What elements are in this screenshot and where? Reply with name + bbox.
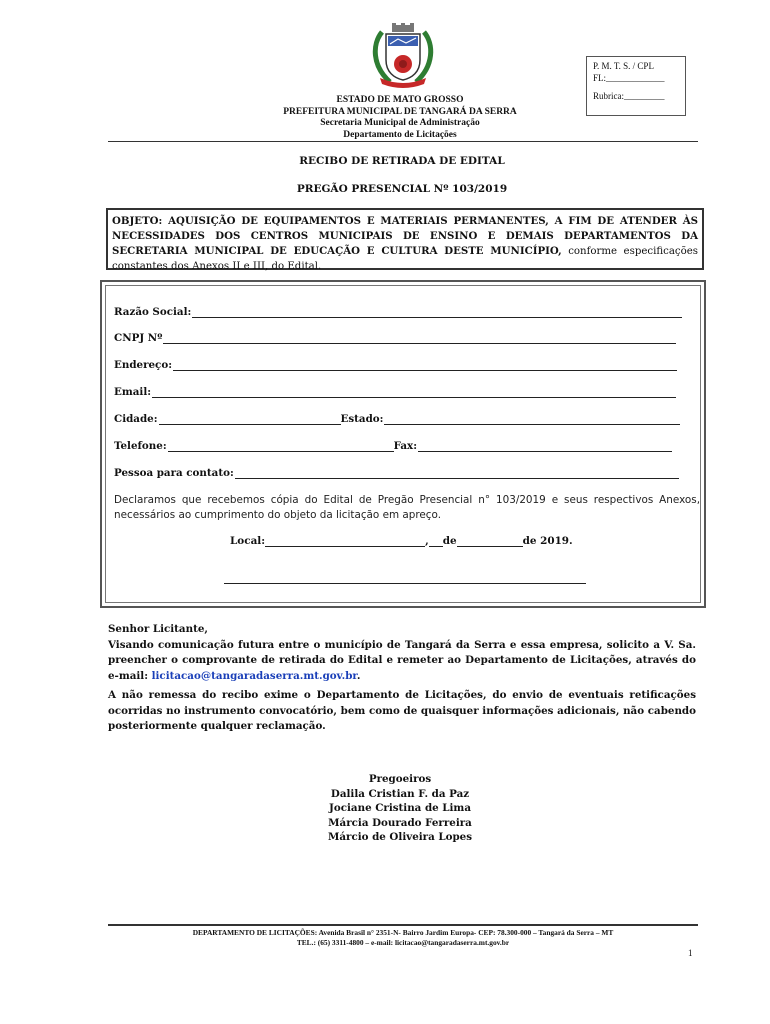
fax-label: Fax: [393,440,417,452]
cnpj-field[interactable] [163,333,676,344]
pessoa-contato-label: Pessoa para contato: [114,467,234,479]
pregoeiros-title: Pregoeiros [368,773,432,785]
header-secretaria: Secretaria Municipal de Administração [320,118,480,128]
header-prefeitura: PREFEITURA MUNICIPAL DE TANGARÁ DA SERRA [283,106,517,117]
footer-divider [108,924,698,926]
email-field[interactable] [152,387,676,398]
notice-paragraph-2: A não remessa do recibo exime o Departamento de Licitações, do envio de eventuais retificações ocorridas no instrumento convocatório, bem como de quaisquer informações adicionais, não cabendo posteriormente qualquer reclamação. [108,689,696,732]
razao-social-row [114,306,682,318]
stamp-rubrica: Rubrica:_________ [593,91,665,101]
pregoeiros-block [250,772,550,845]
header-state: ESTADO DE MATO GROSSO [336,95,464,105]
pregoeiro-name: Márcia Dourado Ferreira [328,816,472,829]
local-de-1: de [442,535,457,547]
cidade-field[interactable] [159,414,341,425]
notice-body-wrapper [108,638,696,685]
document-header [200,95,600,141]
pregoeiro-name: Dalila Cristian F. da Paz [330,787,470,800]
footer-address: DEPARTAMENTO DE LICITAÇÕES: Avenida Brasil n° 2351-N- Bairro Jardim Europa- CEP: 78.300-000 – Tangará da Serra – MT [192,928,614,937]
endereco-field[interactable] [173,360,677,371]
footer-contact: TEL.: (65) 3311-4800 – e-mail: licitacao@tangaradaserra.mt.gov.br [296,938,510,947]
objeto-box [106,208,704,270]
telefone-label: Telefone: [114,440,167,452]
pessoa-contato-field[interactable] [235,468,679,479]
month-field[interactable] [457,536,523,547]
signature-line[interactable] [224,583,586,584]
form-box [100,280,706,608]
municipal-crest-icon [368,22,438,88]
notice-end: . [356,669,361,682]
protocol-stamp-box [586,56,686,116]
notice-paragraph [108,622,696,684]
cidade-estado-row [114,413,680,425]
page-number: 1 [688,948,693,958]
stamp-pmts: P. M. T. S. / CPL [593,61,654,71]
email-label: Email: [114,386,152,398]
footer [108,928,698,948]
document-subtitle: PREGÃO PRESENCIAL Nº 103/2019 [296,183,508,195]
cnpj-label: CNPJ Nº [114,332,163,344]
estado-label: Estado: [340,413,384,425]
pregoeiro-name: Márcio de Oliveira Lopes [327,831,473,843]
notice-email-link[interactable]: licitacao@tangaradaserra.mt.gov.br [151,669,357,682]
pessoa-contato-row [114,467,679,479]
telefone-field[interactable] [168,441,394,452]
telefone-fax-row [114,440,672,452]
day-field[interactable] [429,536,443,547]
header-divider [108,141,698,142]
endereco-label: Endereço: [114,359,173,371]
declaration-text: Declaramos que recebemos cópia do Edital de Pregão Presencial n° 103/2019 e seus respectivos Anexos, necessários ao cumprimento do objeto da licitação em apreço. [114,494,700,521]
cidade-label: Cidade: [114,413,158,425]
email-row [114,386,676,398]
notice-body: Visando comunicação futura entre o município de Tangará da Serra e essa empresa, solicito a V. Sa. preencher o comprovante de retirada do Edital e remeter ao Departamento de Licitações, através do e-mail: [108,638,696,682]
cnpj-row [114,332,676,344]
notice-greeting: Senhor Licitante, [108,623,208,635]
stamp-fl: FL:_____________ [593,73,665,83]
local-de-2: de 2019. [522,535,573,547]
pregoeiro-name: Jociane Cristina de Lima [328,802,471,814]
local-separator: , [425,535,429,547]
header-departamento: Departamento de Licitações [343,129,457,140]
local-field[interactable] [265,536,425,547]
document-title: RECIBO DE RETIRADA DE EDITAL [299,155,505,167]
local-date-row [230,535,573,547]
fax-field[interactable] [418,441,672,452]
objeto-normal-text: conforme especificações constantes dos Anexos II e III, do Edital. [112,246,699,272]
razao-social-field[interactable] [192,307,682,318]
objeto-bold-text: OBJETO: AQUISIÇÃO DE EQUIPAMENTOS E MATERIAIS PERMANENTES, A FIM DE ATENDER ÀS NECESSIDADES DOS CENTROS MUNICIPAIS DE ENSINO E DEMAIS DEPARTAMENTOS DA SECRETARIA MUNICIPAL DE EDUCAÇÃO E CULTURA DESTE MUNICÍPIO, [112,215,698,257]
razao-social-label: Razão Social: [114,306,192,318]
endereco-row [114,359,677,371]
local-label: Local: [230,535,266,547]
estado-field[interactable] [384,414,680,425]
